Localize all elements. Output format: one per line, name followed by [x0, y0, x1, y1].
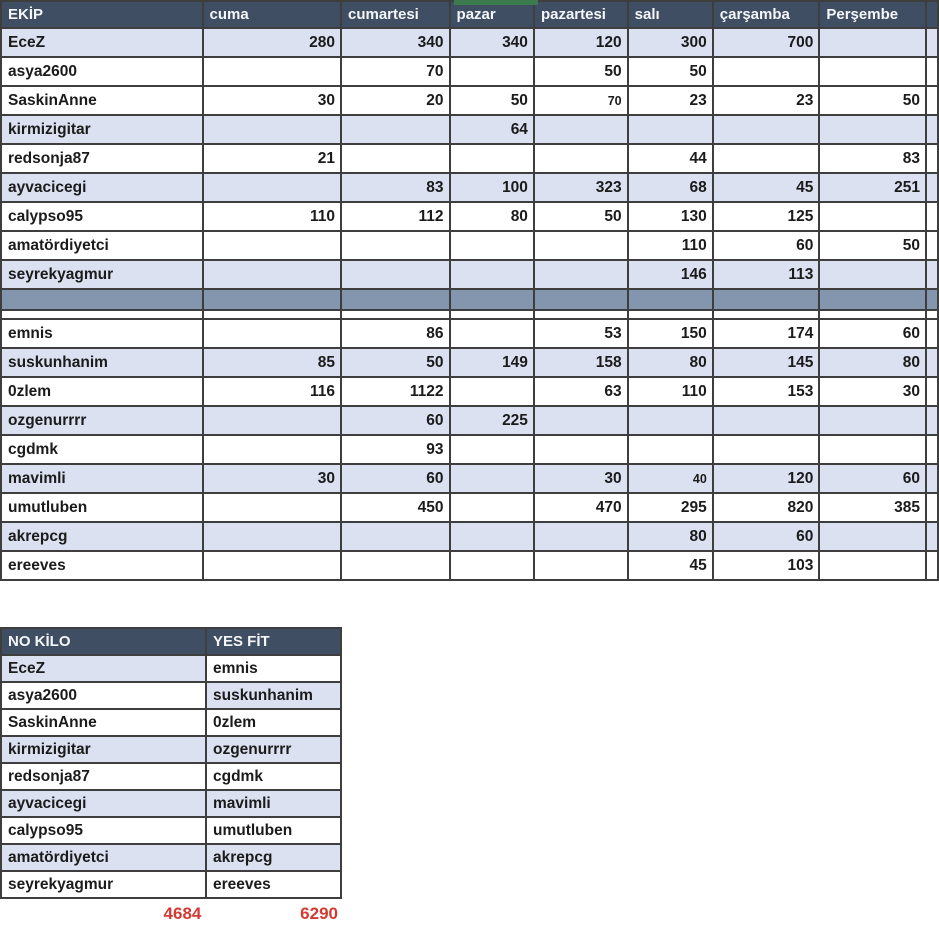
- day-header-cell-4[interactable]: salı: [628, 1, 713, 28]
- value-cell[interactable]: 146: [628, 260, 713, 289]
- value-cell[interactable]: [341, 231, 450, 260]
- pairing-row: [1, 844, 341, 871]
- spacer-cell[interactable]: [1, 310, 203, 319]
- value-cell[interactable]: 340: [450, 28, 534, 57]
- clipped-cell[interactable]: [926, 28, 938, 57]
- team-name-cell[interactable]: suskunhanim: [1, 348, 203, 377]
- value-cell[interactable]: 125: [713, 202, 820, 231]
- pairing-row: [1, 709, 341, 736]
- table-row: [1, 493, 938, 522]
- value-cell[interactable]: 40: [628, 464, 713, 493]
- value-cell[interactable]: 30: [819, 377, 926, 406]
- value-cell[interactable]: 150: [628, 319, 713, 348]
- value-cell[interactable]: [534, 522, 628, 551]
- value-cell[interactable]: 20: [341, 86, 450, 115]
- value-cell[interactable]: 110: [628, 231, 713, 260]
- separator-row: [1, 289, 938, 310]
- value-cell[interactable]: [450, 377, 534, 406]
- value-cell[interactable]: [819, 522, 926, 551]
- value-cell[interactable]: [534, 551, 628, 580]
- separator-cell[interactable]: [341, 289, 450, 310]
- value-cell[interactable]: 470: [534, 493, 628, 522]
- day-header-cell-2[interactable]: pazar: [450, 1, 534, 28]
- clipped-cell[interactable]: [926, 231, 938, 260]
- team-name-cell[interactable]: amatördiyetci: [1, 231, 203, 260]
- clipped-cell[interactable]: [926, 319, 938, 348]
- value-cell[interactable]: [341, 115, 450, 144]
- pairing-table: [0, 627, 342, 899]
- value-cell[interactable]: [450, 319, 534, 348]
- value-cell[interactable]: [341, 144, 450, 173]
- value-cell[interactable]: 50: [534, 202, 628, 231]
- pairing-table-section: [0, 627, 345, 924]
- clipped-cell[interactable]: [926, 435, 938, 464]
- yes-fit-cell[interactable]: umutluben: [206, 817, 341, 844]
- separator-cell[interactable]: [1, 289, 203, 310]
- clipped-cell[interactable]: [926, 522, 938, 551]
- value-cell[interactable]: 251: [819, 173, 926, 202]
- value-cell[interactable]: [450, 260, 534, 289]
- value-cell[interactable]: 450: [341, 493, 450, 522]
- spacer-cell[interactable]: [203, 310, 341, 319]
- value-cell[interactable]: [713, 406, 820, 435]
- value-cell[interactable]: 295: [628, 493, 713, 522]
- weekly-header-row: [1, 1, 938, 28]
- day-header-cell-1[interactable]: cumartesi: [341, 1, 450, 28]
- table-row: [1, 57, 938, 86]
- table-row: [1, 406, 938, 435]
- day-header-cell-3[interactable]: pazartesi: [534, 1, 628, 28]
- value-cell[interactable]: 145: [713, 348, 820, 377]
- value-cell[interactable]: 21: [203, 144, 341, 173]
- value-cell[interactable]: [203, 551, 341, 580]
- value-cell[interactable]: [819, 28, 926, 57]
- value-cell[interactable]: 70: [341, 57, 450, 86]
- day-header-cell-6[interactable]: Perşembe: [819, 1, 926, 28]
- no-kilo-total[interactable]: 4684: [163, 904, 202, 923]
- value-cell[interactable]: 60: [713, 231, 820, 260]
- value-cell[interactable]: 93: [341, 435, 450, 464]
- value-cell[interactable]: 60: [819, 319, 926, 348]
- table-row: [1, 551, 938, 580]
- value-cell[interactable]: 53: [534, 319, 628, 348]
- value-cell[interactable]: 174: [713, 319, 820, 348]
- team-name-cell[interactable]: seyrekyagmur: [1, 260, 203, 289]
- value-cell[interactable]: [341, 260, 450, 289]
- clipped-cell[interactable]: [926, 144, 938, 173]
- table-row: [1, 319, 938, 348]
- day-header-cell-0[interactable]: cuma: [203, 1, 341, 28]
- value-cell[interactable]: [203, 231, 341, 260]
- value-cell[interactable]: 50: [450, 86, 534, 115]
- value-cell[interactable]: 83: [341, 173, 450, 202]
- no-kilo-cell[interactable]: amatördiyetci: [1, 844, 206, 871]
- team-name-cell[interactable]: kirmizigitar: [1, 115, 203, 144]
- value-cell[interactable]: [450, 464, 534, 493]
- table-row: [1, 144, 938, 173]
- value-cell[interactable]: 60: [819, 464, 926, 493]
- value-cell[interactable]: 45: [628, 551, 713, 580]
- table-row: [1, 435, 938, 464]
- yes-fit-cell[interactable]: emnis: [206, 655, 341, 682]
- value-cell[interactable]: 110: [628, 377, 713, 406]
- no-kilo-cell[interactable]: ayvacicegi: [1, 790, 206, 817]
- value-cell[interactable]: 83: [819, 144, 926, 173]
- table-row: [1, 28, 938, 57]
- value-cell[interactable]: [203, 57, 341, 86]
- value-cell[interactable]: [534, 144, 628, 173]
- green-accent-strip: [454, 0, 538, 5]
- value-cell[interactable]: [628, 115, 713, 144]
- table-row: [1, 86, 938, 115]
- value-cell[interactable]: 80: [450, 202, 534, 231]
- no-kilo-cell[interactable]: kirmizigitar: [1, 736, 206, 763]
- separator-cell[interactable]: [713, 289, 820, 310]
- team-name-cell[interactable]: redsonja87: [1, 144, 203, 173]
- value-cell[interactable]: [819, 57, 926, 86]
- clipped-cell[interactable]: [926, 464, 938, 493]
- separator-cell[interactable]: [450, 289, 534, 310]
- team-name-cell[interactable]: asya2600: [1, 57, 203, 86]
- value-cell[interactable]: 86: [341, 319, 450, 348]
- pairing-row: [1, 736, 341, 763]
- value-cell[interactable]: 45: [713, 173, 820, 202]
- value-cell[interactable]: 50: [534, 57, 628, 86]
- value-cell[interactable]: [534, 115, 628, 144]
- clipped-header-cell[interactable]: [926, 1, 938, 28]
- value-cell[interactable]: 85: [203, 348, 341, 377]
- yes-fit-cell[interactable]: ozgenurrrr: [206, 736, 341, 763]
- value-cell[interactable]: 323: [534, 173, 628, 202]
- value-cell[interactable]: [713, 57, 820, 86]
- yes-fit-header-cell[interactable]: YES FİT: [206, 628, 341, 655]
- no-kilo-cell[interactable]: EceZ: [1, 655, 206, 682]
- clipped-cell[interactable]: [926, 57, 938, 86]
- team-name-cell[interactable]: 0zlem: [1, 377, 203, 406]
- value-cell[interactable]: 30: [534, 464, 628, 493]
- value-cell[interactable]: [450, 57, 534, 86]
- value-cell[interactable]: 30: [203, 86, 341, 115]
- value-cell[interactable]: 64: [450, 115, 534, 144]
- team-name-cell[interactable]: ereeves: [1, 551, 203, 580]
- value-cell[interactable]: [341, 551, 450, 580]
- table-row: [1, 464, 938, 493]
- table-row: [1, 260, 938, 289]
- value-cell[interactable]: 60: [713, 522, 820, 551]
- team-name-cell[interactable]: akrepcg: [1, 522, 203, 551]
- spacer-cell[interactable]: [341, 310, 450, 319]
- pairing-row: [1, 763, 341, 790]
- table-row: [1, 348, 938, 377]
- pairing-row: [1, 817, 341, 844]
- value-cell[interactable]: [203, 319, 341, 348]
- pairing-row: [1, 871, 341, 898]
- spacer-cell[interactable]: [628, 310, 713, 319]
- value-cell[interactable]: 80: [819, 348, 926, 377]
- value-cell[interactable]: 340: [341, 28, 450, 57]
- separator-cell[interactable]: [819, 289, 926, 310]
- yes-fit-cell[interactable]: cgdmk: [206, 763, 341, 790]
- value-cell[interactable]: 50: [819, 231, 926, 260]
- value-cell[interactable]: [713, 115, 820, 144]
- value-cell[interactable]: [819, 260, 926, 289]
- clipped-cell[interactable]: [926, 260, 938, 289]
- clipped-cell[interactable]: [926, 348, 938, 377]
- value-cell[interactable]: [203, 115, 341, 144]
- value-cell[interactable]: 300: [628, 28, 713, 57]
- value-cell[interactable]: 110: [203, 202, 341, 231]
- value-cell[interactable]: [450, 144, 534, 173]
- value-cell[interactable]: 116: [203, 377, 341, 406]
- value-cell[interactable]: 820: [713, 493, 820, 522]
- value-cell[interactable]: [203, 522, 341, 551]
- value-cell[interactable]: [534, 435, 628, 464]
- value-cell[interactable]: 103: [713, 551, 820, 580]
- value-cell[interactable]: 120: [534, 28, 628, 57]
- yes-fit-cell[interactable]: mavimli: [206, 790, 341, 817]
- separator-cell[interactable]: [203, 289, 341, 310]
- team-name-cell[interactable]: mavimli: [1, 464, 203, 493]
- value-cell[interactable]: [713, 435, 820, 464]
- corner-header-cell[interactable]: EKİP: [1, 1, 203, 28]
- value-cell[interactable]: [203, 173, 341, 202]
- day-header-cell-5[interactable]: çarşamba: [713, 1, 820, 28]
- table-row: [1, 115, 938, 144]
- spacer-cell[interactable]: [450, 310, 534, 319]
- value-cell[interactable]: 60: [341, 406, 450, 435]
- team-name-cell[interactable]: cgdmk: [1, 435, 203, 464]
- value-cell[interactable]: 30: [203, 464, 341, 493]
- no-kilo-cell[interactable]: asya2600: [1, 682, 206, 709]
- value-cell[interactable]: [819, 115, 926, 144]
- team-name-cell[interactable]: ozgenurrrr: [1, 406, 203, 435]
- value-cell[interactable]: [819, 551, 926, 580]
- team-name-cell[interactable]: EceZ: [1, 28, 203, 57]
- value-cell[interactable]: 280: [203, 28, 341, 57]
- pairing-row: [1, 790, 341, 817]
- yes-fit-cell[interactable]: akrepcg: [206, 844, 341, 871]
- value-cell[interactable]: [450, 435, 534, 464]
- value-cell[interactable]: 130: [628, 202, 713, 231]
- clipped-cell[interactable]: [926, 202, 938, 231]
- value-cell[interactable]: 112: [341, 202, 450, 231]
- value-cell[interactable]: 120: [713, 464, 820, 493]
- value-cell[interactable]: [819, 202, 926, 231]
- table-row: [1, 231, 938, 260]
- team-name-cell[interactable]: calypso95: [1, 202, 203, 231]
- separator-cell[interactable]: [926, 289, 938, 310]
- value-cell[interactable]: [819, 406, 926, 435]
- value-cell[interactable]: [534, 260, 628, 289]
- value-cell[interactable]: 153: [713, 377, 820, 406]
- spacer-cell[interactable]: [534, 310, 628, 319]
- value-cell[interactable]: 70: [534, 86, 628, 115]
- value-cell[interactable]: [341, 522, 450, 551]
- value-cell[interactable]: [628, 435, 713, 464]
- value-cell[interactable]: [534, 406, 628, 435]
- team-name-cell[interactable]: ayvacicegi: [1, 173, 203, 202]
- clipped-cell[interactable]: [926, 406, 938, 435]
- value-cell[interactable]: [450, 231, 534, 260]
- spacer-cell[interactable]: [713, 310, 820, 319]
- table-row: [1, 202, 938, 231]
- value-cell[interactable]: 385: [819, 493, 926, 522]
- table-row: [1, 522, 938, 551]
- value-cell[interactable]: [203, 435, 341, 464]
- clipped-cell[interactable]: [926, 493, 938, 522]
- value-cell[interactable]: 68: [628, 173, 713, 202]
- value-cell[interactable]: 50: [819, 86, 926, 115]
- value-cell[interactable]: [713, 144, 820, 173]
- value-cell[interactable]: [628, 406, 713, 435]
- value-cell[interactable]: [450, 493, 534, 522]
- no-kilo-cell[interactable]: redsonja87: [1, 763, 206, 790]
- value-cell[interactable]: [203, 406, 341, 435]
- value-cell[interactable]: [203, 260, 341, 289]
- clipped-cell[interactable]: [926, 551, 938, 580]
- totals-row: [0, 904, 340, 924]
- value-cell[interactable]: [203, 493, 341, 522]
- value-cell[interactable]: 149: [450, 348, 534, 377]
- value-cell[interactable]: [534, 231, 628, 260]
- value-cell[interactable]: 60: [341, 464, 450, 493]
- value-cell[interactable]: 1122: [341, 377, 450, 406]
- clipped-cell[interactable]: [926, 173, 938, 202]
- clipped-cell[interactable]: [926, 115, 938, 144]
- yes-fit-cell[interactable]: 0zlem: [206, 709, 341, 736]
- value-cell[interactable]: 63: [534, 377, 628, 406]
- team-name-cell[interactable]: umutluben: [1, 493, 203, 522]
- value-cell[interactable]: 80: [628, 348, 713, 377]
- value-cell[interactable]: 50: [628, 57, 713, 86]
- value-cell[interactable]: 50: [341, 348, 450, 377]
- yes-fit-total[interactable]: 6290: [300, 904, 338, 923]
- value-cell[interactable]: 158: [534, 348, 628, 377]
- no-kilo-cell[interactable]: seyrekyagmur: [1, 871, 206, 898]
- value-cell[interactable]: 225: [450, 406, 534, 435]
- value-cell[interactable]: 80: [628, 522, 713, 551]
- yes-fit-cell[interactable]: suskunhanim: [206, 682, 341, 709]
- spacer-cell[interactable]: [819, 310, 926, 319]
- value-cell[interactable]: 113: [713, 260, 820, 289]
- value-cell[interactable]: [450, 522, 534, 551]
- pairing-row: [1, 655, 341, 682]
- team-name-cell[interactable]: SaskinAnne: [1, 86, 203, 115]
- no-kilo-cell[interactable]: calypso95: [1, 817, 206, 844]
- yes-fit-cell[interactable]: ereeves: [206, 871, 341, 898]
- value-cell[interactable]: 23: [628, 86, 713, 115]
- spacer-cell[interactable]: [926, 310, 938, 319]
- table-row: [1, 173, 938, 202]
- separator-cell[interactable]: [534, 289, 628, 310]
- team-name-cell[interactable]: emnis: [1, 319, 203, 348]
- value-cell[interactable]: 700: [713, 28, 820, 57]
- value-cell[interactable]: 23: [713, 86, 820, 115]
- pairing-row: [1, 682, 341, 709]
- value-cell[interactable]: [450, 551, 534, 580]
- clipped-cell[interactable]: [926, 86, 938, 115]
- pairing-header-row: [1, 628, 341, 655]
- no-kilo-cell[interactable]: SaskinAnne: [1, 709, 206, 736]
- no-kilo-header-cell[interactable]: NO KİLO: [1, 628, 206, 655]
- clipped-cell[interactable]: [926, 377, 938, 406]
- value-cell[interactable]: [819, 435, 926, 464]
- value-cell[interactable]: 100: [450, 173, 534, 202]
- table-row: [1, 377, 938, 406]
- value-cell[interactable]: 44: [628, 144, 713, 173]
- separator-cell[interactable]: [628, 289, 713, 310]
- spacer-row: [1, 310, 938, 319]
